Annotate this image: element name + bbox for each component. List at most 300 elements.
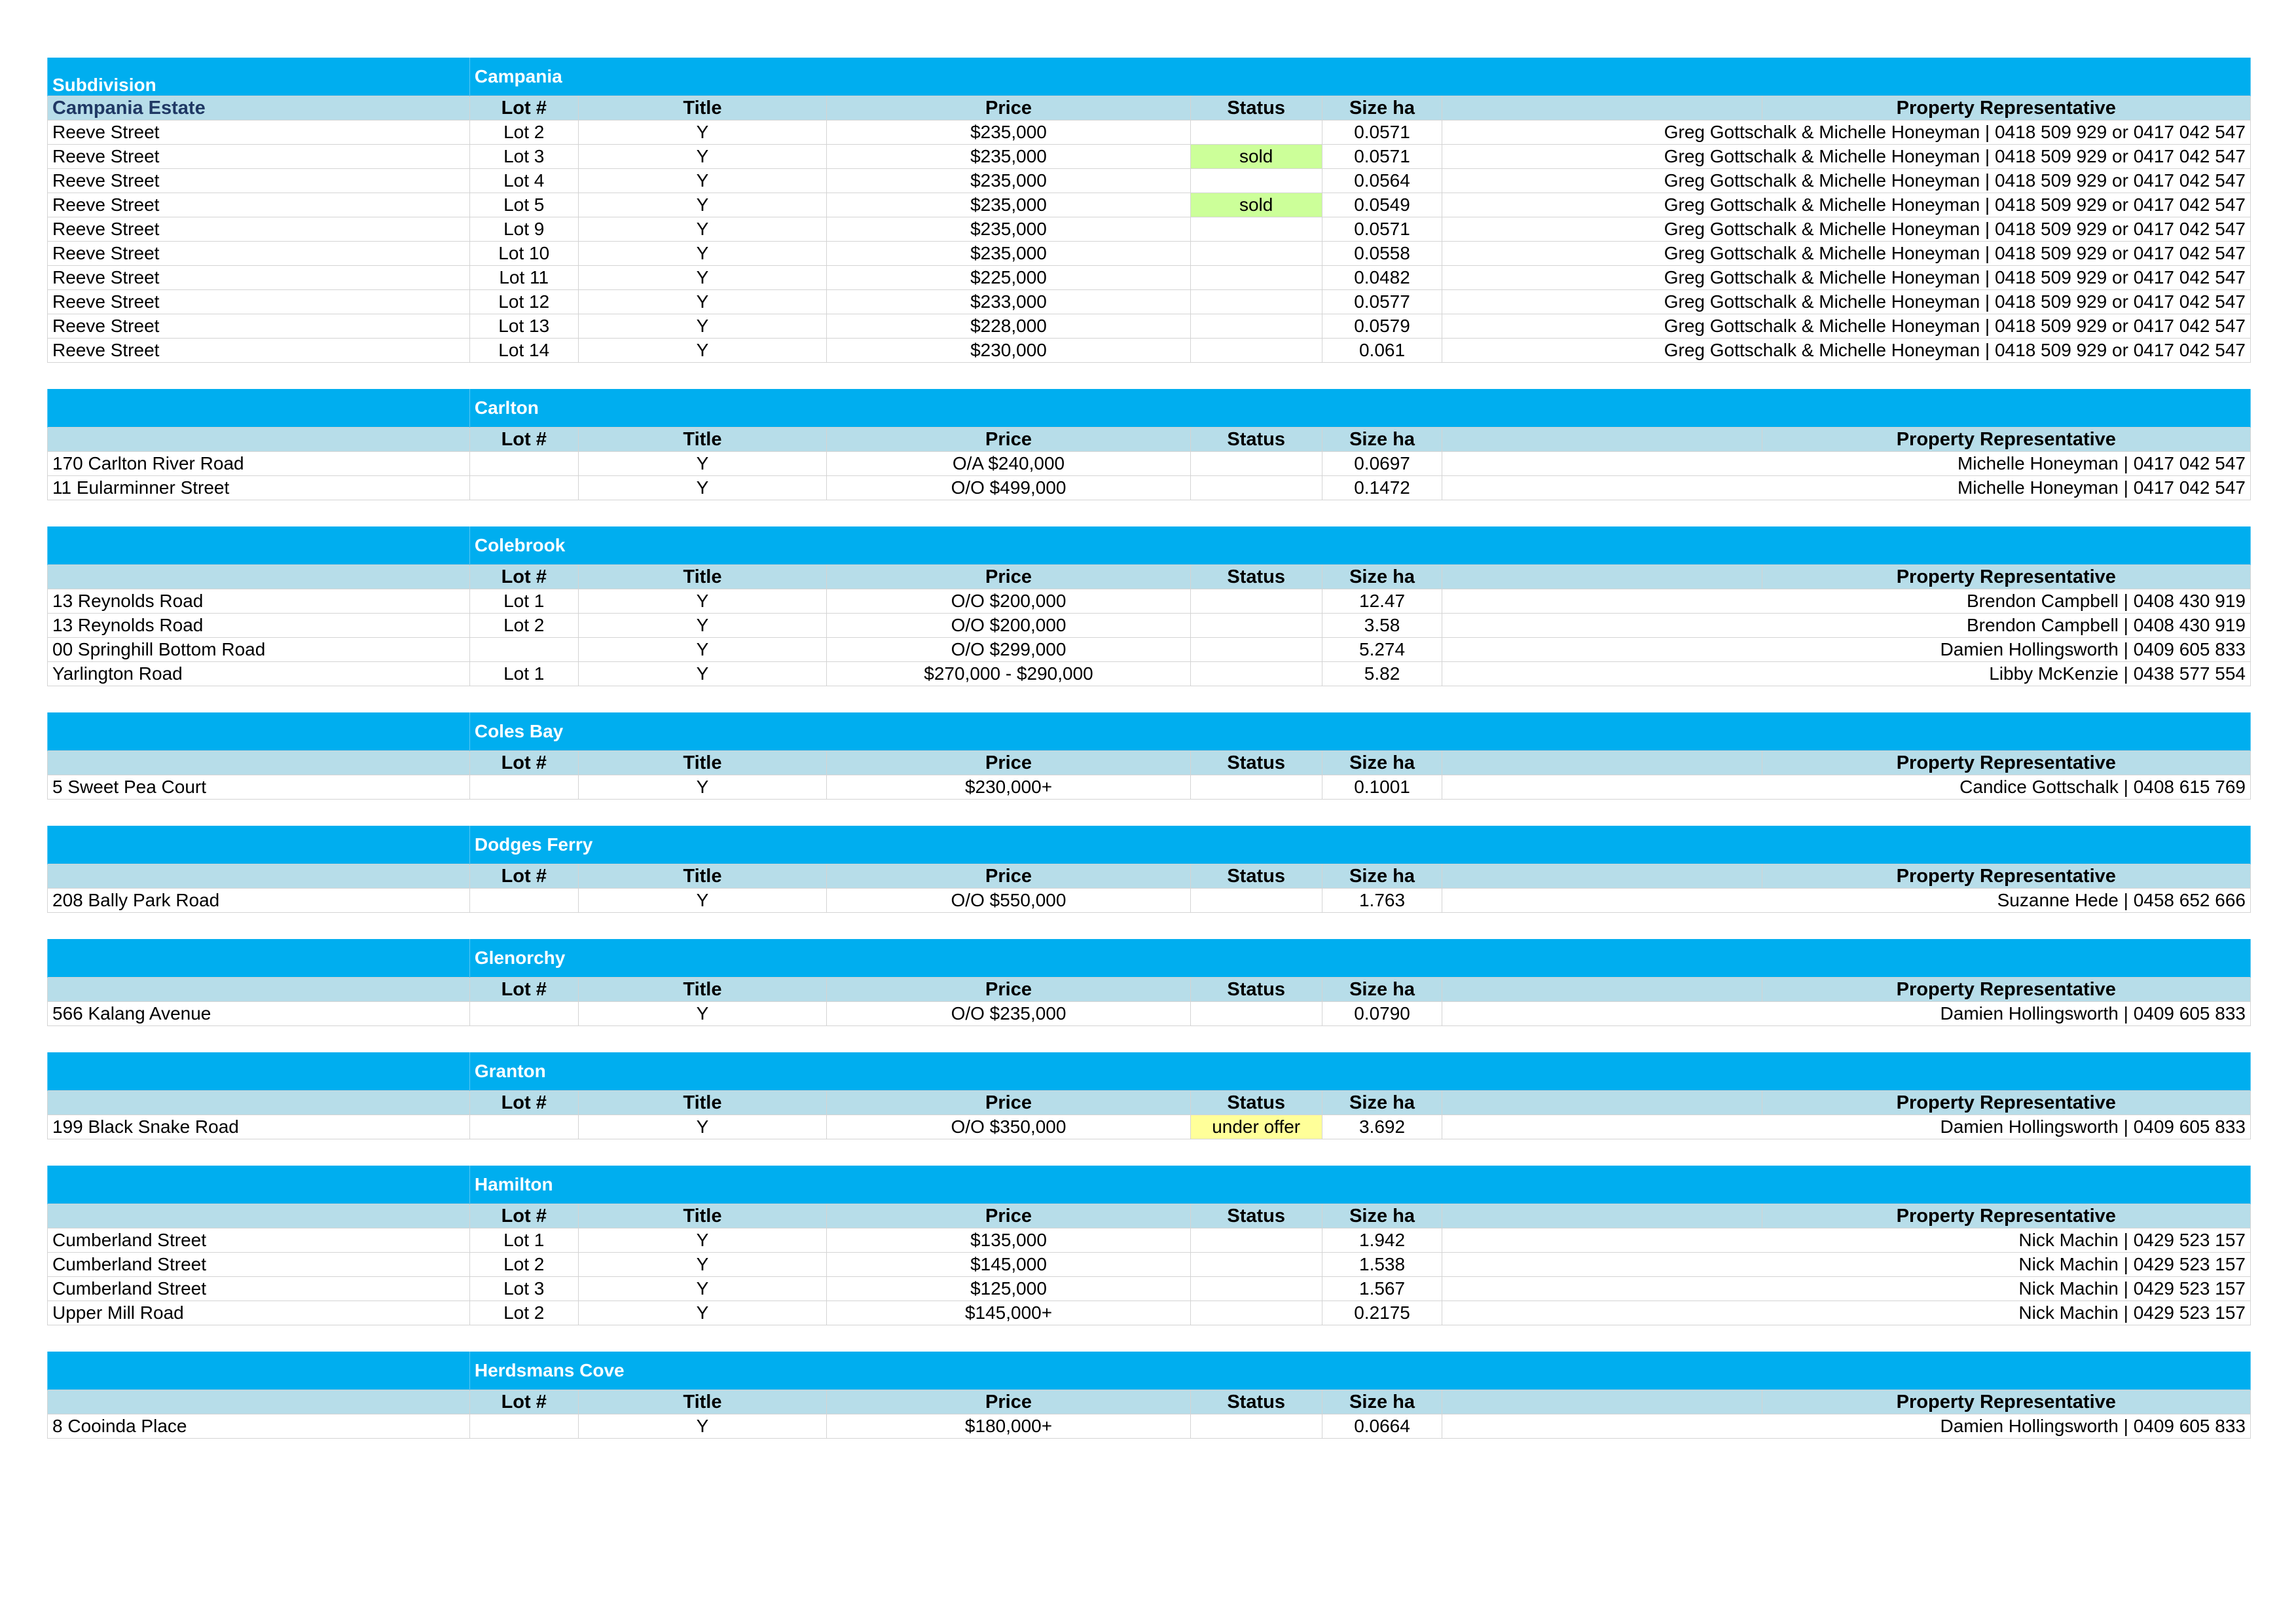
suburb-name: Herdsmans Cove — [469, 1352, 2250, 1390]
cell-price: $135,000 — [827, 1228, 1190, 1253]
cell-size: 0.1472 — [1322, 476, 1442, 500]
column-header-row — [48, 978, 2251, 1002]
table-row[interactable] — [48, 339, 2251, 363]
header-estate — [48, 428, 470, 452]
table-row[interactable] — [48, 120, 2251, 145]
cell-representative: Michelle Honeyman | 0417 042 547 — [1442, 476, 2251, 500]
cell-lot: Lot 2 — [469, 614, 578, 638]
header-status: Status — [1190, 565, 1322, 589]
table-row[interactable] — [48, 662, 2251, 686]
cell-address: Reeve Street — [48, 339, 470, 363]
table-row[interactable] — [48, 476, 2251, 500]
cell-title: Y — [578, 145, 827, 169]
column-header-row — [48, 428, 2251, 452]
subdivision-label — [48, 712, 470, 751]
section-banner — [48, 1166, 2251, 1204]
header-blank — [1442, 1390, 1762, 1414]
header-blank — [1442, 428, 1762, 452]
cell-lot: Lot 2 — [469, 1301, 578, 1325]
header-rep: Property Representative — [1762, 751, 2250, 775]
column-header-row — [48, 96, 2251, 120]
table-row[interactable] — [48, 266, 2251, 290]
column-header-row — [48, 1091, 2251, 1115]
cell-lot: Lot 11 — [469, 266, 578, 290]
cell-size: 1.942 — [1322, 1228, 1442, 1253]
cell-status — [1190, 266, 1322, 290]
column-header-row — [48, 1204, 2251, 1228]
table-row[interactable] — [48, 242, 2251, 266]
cell-address: Reeve Street — [48, 169, 470, 193]
cell-address: 199 Black Snake Road — [48, 1115, 470, 1139]
header-size: Size ha — [1322, 96, 1442, 120]
header-title: Title — [578, 1204, 827, 1228]
cell-title: Y — [578, 889, 827, 913]
header-status: Status — [1190, 751, 1322, 775]
cell-representative: Greg Gottschalk & Michelle Honeyman | 0418 509 929 or 0417 042 547 — [1442, 217, 2251, 242]
header-size: Size ha — [1322, 565, 1442, 589]
header-status: Status — [1190, 96, 1322, 120]
header-price: Price — [827, 1091, 1190, 1115]
cell-address: Upper Mill Road — [48, 1301, 470, 1325]
header-blank — [1442, 751, 1762, 775]
section-banner — [48, 712, 2251, 751]
cell-title: Y — [578, 1002, 827, 1026]
cell-size: 1.763 — [1322, 889, 1442, 913]
table-row[interactable] — [48, 1277, 2251, 1301]
header-lot: Lot # — [469, 751, 578, 775]
cell-lot: Lot 5 — [469, 193, 578, 217]
header-estate — [48, 751, 470, 775]
cell-representative: Nick Machin | 0429 523 157 — [1442, 1253, 2251, 1277]
header-size: Size ha — [1322, 751, 1442, 775]
cell-price: $233,000 — [827, 290, 1190, 314]
table-row[interactable] — [48, 775, 2251, 800]
table-row[interactable] — [48, 1253, 2251, 1277]
cell-size: 0.1001 — [1322, 775, 1442, 800]
cell-address: 13 Reynolds Road — [48, 589, 470, 614]
cell-price: O/O $499,000 — [827, 476, 1190, 500]
header-size: Size ha — [1322, 864, 1442, 889]
cell-status — [1190, 889, 1322, 913]
cell-address: Reeve Street — [48, 193, 470, 217]
header-blank — [1442, 1204, 1762, 1228]
table-row[interactable] — [48, 1115, 2251, 1139]
header-rep: Property Representative — [1762, 1091, 2250, 1115]
table-row[interactable] — [48, 638, 2251, 662]
header-lot: Lot # — [469, 864, 578, 889]
cell-address: Reeve Street — [48, 266, 470, 290]
subdivision-label — [48, 1052, 470, 1091]
cell-lot — [469, 775, 578, 800]
cell-status: sold — [1190, 193, 1322, 217]
header-title: Title — [578, 1091, 827, 1115]
cell-title: Y — [578, 1414, 827, 1439]
cell-price: $180,000+ — [827, 1414, 1190, 1439]
cell-address: Reeve Street — [48, 290, 470, 314]
cell-lot: Lot 1 — [469, 589, 578, 614]
suburb-name: Dodges Ferry — [469, 826, 2250, 864]
cell-status — [1190, 1414, 1322, 1439]
cell-lot — [469, 476, 578, 500]
header-status: Status — [1190, 1390, 1322, 1414]
cell-lot — [469, 1414, 578, 1439]
cell-price: O/O $235,000 — [827, 1002, 1190, 1026]
cell-representative: Greg Gottschalk & Michelle Honeyman | 0418 509 929 or 0417 042 547 — [1442, 314, 2251, 339]
table-row[interactable] — [48, 1301, 2251, 1325]
cell-representative: Greg Gottschalk & Michelle Honeyman | 0418 509 929 or 0417 042 547 — [1442, 120, 2251, 145]
cell-address: Cumberland Street — [48, 1253, 470, 1277]
cell-lot: Lot 2 — [469, 1253, 578, 1277]
header-size: Size ha — [1322, 978, 1442, 1002]
cell-size: 0.2175 — [1322, 1301, 1442, 1325]
cell-address: Yarlington Road — [48, 662, 470, 686]
cell-representative: Damien Hollingsworth | 0409 605 833 — [1442, 1002, 2251, 1026]
header-title: Title — [578, 864, 827, 889]
cell-title: Y — [578, 452, 827, 476]
header-title: Title — [578, 428, 827, 452]
subdivision-label — [48, 826, 470, 864]
cell-title: Y — [578, 242, 827, 266]
header-price: Price — [827, 751, 1190, 775]
cell-representative: Damien Hollingsworth | 0409 605 833 — [1442, 1414, 2251, 1439]
cell-address: 13 Reynolds Road — [48, 614, 470, 638]
cell-status — [1190, 120, 1322, 145]
cell-lot — [469, 638, 578, 662]
cell-representative: Nick Machin | 0429 523 157 — [1442, 1301, 2251, 1325]
cell-status — [1190, 638, 1322, 662]
suburb-name: Hamilton — [469, 1166, 2250, 1204]
cell-price: $145,000+ — [827, 1301, 1190, 1325]
cell-price: O/O $200,000 — [827, 589, 1190, 614]
header-estate — [48, 1390, 470, 1414]
column-header-row — [48, 751, 2251, 775]
cell-title: Y — [578, 476, 827, 500]
cell-status — [1190, 314, 1322, 339]
header-price: Price — [827, 1390, 1190, 1414]
cell-price: $145,000 — [827, 1253, 1190, 1277]
cell-size: 1.538 — [1322, 1253, 1442, 1277]
cell-price: $235,000 — [827, 169, 1190, 193]
cell-size: 0.0571 — [1322, 120, 1442, 145]
subdivision-label: Subdivision — [48, 58, 470, 96]
cell-status — [1190, 452, 1322, 476]
suburb-name: Carlton — [469, 389, 2250, 428]
cell-status — [1190, 476, 1322, 500]
header-lot: Lot # — [469, 428, 578, 452]
header-title: Title — [578, 565, 827, 589]
cell-lot: Lot 12 — [469, 290, 578, 314]
cell-lot: Lot 13 — [469, 314, 578, 339]
cell-price: $235,000 — [827, 242, 1190, 266]
section-campania — [47, 58, 2251, 363]
cell-representative: Damien Hollingsworth | 0409 605 833 — [1442, 638, 2251, 662]
cell-price: $270,000 - $290,000 — [827, 662, 1190, 686]
section-banner — [48, 1052, 2251, 1091]
column-header-row — [48, 864, 2251, 889]
header-price: Price — [827, 864, 1190, 889]
cell-representative: Greg Gottschalk & Michelle Honeyman | 0418 509 929 or 0417 042 547 — [1442, 193, 2251, 217]
cell-status — [1190, 1253, 1322, 1277]
header-rep: Property Representative — [1762, 978, 2250, 1002]
cell-price: $235,000 — [827, 120, 1190, 145]
section-dodges-ferry — [47, 826, 2251, 913]
table-row[interactable] — [48, 217, 2251, 242]
header-rep: Property Representative — [1762, 1390, 2250, 1414]
column-header-row — [48, 1390, 2251, 1414]
header-title: Title — [578, 96, 827, 120]
header-blank — [1442, 978, 1762, 1002]
listings-sheet — [47, 58, 2251, 1465]
cell-address: 170 Carlton River Road — [48, 452, 470, 476]
cell-title: Y — [578, 1253, 827, 1277]
cell-address: Reeve Street — [48, 242, 470, 266]
cell-size: 5.82 — [1322, 662, 1442, 686]
cell-lot — [469, 889, 578, 913]
subdivision-label — [48, 1352, 470, 1390]
cell-size: 0.0579 — [1322, 314, 1442, 339]
header-status: Status — [1190, 428, 1322, 452]
header-lot: Lot # — [469, 1390, 578, 1414]
cell-title: Y — [578, 314, 827, 339]
cell-title: Y — [578, 1115, 827, 1139]
header-rep: Property Representative — [1762, 565, 2250, 589]
cell-status — [1190, 217, 1322, 242]
cell-title: Y — [578, 120, 827, 145]
table-row[interactable] — [48, 193, 2251, 217]
subdivision-label — [48, 526, 470, 565]
cell-address: Reeve Street — [48, 217, 470, 242]
cell-price: $225,000 — [827, 266, 1190, 290]
cell-status — [1190, 1301, 1322, 1325]
cell-address: Cumberland Street — [48, 1228, 470, 1253]
cell-price: $230,000+ — [827, 775, 1190, 800]
cell-title: Y — [578, 589, 827, 614]
header-status: Status — [1190, 864, 1322, 889]
cell-size: 0.0664 — [1322, 1414, 1442, 1439]
cell-size: 1.567 — [1322, 1277, 1442, 1301]
cell-representative: Greg Gottschalk & Michelle Honeyman | 0418 509 929 or 0417 042 547 — [1442, 290, 2251, 314]
table-row[interactable] — [48, 614, 2251, 638]
cell-lot — [469, 1115, 578, 1139]
cell-price: O/O $200,000 — [827, 614, 1190, 638]
cell-price: $235,000 — [827, 145, 1190, 169]
header-size: Size ha — [1322, 1390, 1442, 1414]
table-row[interactable] — [48, 1002, 2251, 1026]
header-estate — [48, 1204, 470, 1228]
cell-status — [1190, 662, 1322, 686]
cell-title: Y — [578, 614, 827, 638]
cell-title: Y — [578, 1301, 827, 1325]
cell-price: $235,000 — [827, 217, 1190, 242]
table-row[interactable] — [48, 889, 2251, 913]
header-size: Size ha — [1322, 1204, 1442, 1228]
section-hamilton — [47, 1166, 2251, 1325]
cell-size: 12.47 — [1322, 589, 1442, 614]
header-price: Price — [827, 565, 1190, 589]
cell-title: Y — [578, 775, 827, 800]
table-row[interactable] — [48, 1414, 2251, 1439]
cell-title: Y — [578, 1277, 827, 1301]
header-lot: Lot # — [469, 565, 578, 589]
cell-representative: Brendon Campbell | 0408 430 919 — [1442, 589, 2251, 614]
cell-price: $230,000 — [827, 339, 1190, 363]
cell-size: 0.0482 — [1322, 266, 1442, 290]
cell-size: 5.274 — [1322, 638, 1442, 662]
cell-lot: Lot 4 — [469, 169, 578, 193]
cell-size: 3.692 — [1322, 1115, 1442, 1139]
header-lot: Lot # — [469, 1091, 578, 1115]
cell-size: 0.0697 — [1322, 452, 1442, 476]
cell-address: Reeve Street — [48, 145, 470, 169]
cell-size: 0.0571 — [1322, 217, 1442, 242]
header-title: Title — [578, 1390, 827, 1414]
cell-representative: Greg Gottschalk & Michelle Honeyman | 0418 509 929 or 0417 042 547 — [1442, 266, 2251, 290]
header-status: Status — [1190, 1204, 1322, 1228]
cell-status: under offer — [1190, 1115, 1322, 1139]
cell-representative: Brendon Campbell | 0408 430 919 — [1442, 614, 2251, 638]
table-row[interactable] — [48, 290, 2251, 314]
header-status: Status — [1190, 978, 1322, 1002]
cell-status — [1190, 242, 1322, 266]
cell-representative: Nick Machin | 0429 523 157 — [1442, 1277, 2251, 1301]
cell-address: Cumberland Street — [48, 1277, 470, 1301]
cell-size: 0.0577 — [1322, 290, 1442, 314]
section-banner — [48, 939, 2251, 978]
cell-address: 00 Springhill Bottom Road — [48, 638, 470, 662]
cell-price: O/O $550,000 — [827, 889, 1190, 913]
table-row[interactable] — [48, 452, 2251, 476]
header-rep: Property Representative — [1762, 96, 2250, 120]
header-blank — [1442, 565, 1762, 589]
cell-address: 11 Eularminner Street — [48, 476, 470, 500]
cell-status — [1190, 775, 1322, 800]
cell-representative: Greg Gottschalk & Michelle Honeyman | 0418 509 929 or 0417 042 547 — [1442, 169, 2251, 193]
cell-title: Y — [578, 1228, 827, 1253]
cell-title: Y — [578, 290, 827, 314]
table-row[interactable] — [48, 145, 2251, 169]
table-row[interactable] — [48, 314, 2251, 339]
cell-size: 0.0571 — [1322, 145, 1442, 169]
section-coles-bay — [47, 712, 2251, 800]
cell-size: 0.0790 — [1322, 1002, 1442, 1026]
cell-status: sold — [1190, 145, 1322, 169]
header-estate — [48, 1091, 470, 1115]
cell-representative: Greg Gottschalk & Michelle Honeyman | 0418 509 929 or 0417 042 547 — [1442, 145, 2251, 169]
cell-price: O/O $350,000 — [827, 1115, 1190, 1139]
section-colebrook — [47, 526, 2251, 686]
section-banner — [48, 826, 2251, 864]
cell-address: 208 Bally Park Road — [48, 889, 470, 913]
header-status: Status — [1190, 1091, 1322, 1115]
cell-status — [1190, 339, 1322, 363]
cell-price: O/O $299,000 — [827, 638, 1190, 662]
cell-size: 3.58 — [1322, 614, 1442, 638]
section-banner — [48, 389, 2251, 428]
cell-lot — [469, 452, 578, 476]
cell-representative: Michelle Honeyman | 0417 042 547 — [1442, 452, 2251, 476]
cell-address: 8 Cooinda Place — [48, 1414, 470, 1439]
cell-lot: Lot 10 — [469, 242, 578, 266]
cell-title: Y — [578, 217, 827, 242]
header-blank — [1442, 864, 1762, 889]
header-lot: Lot # — [469, 96, 578, 120]
header-price: Price — [827, 96, 1190, 120]
section-banner — [48, 1352, 2251, 1390]
cell-size: 0.061 — [1322, 339, 1442, 363]
subdivision-label — [48, 389, 470, 428]
header-title: Title — [578, 751, 827, 775]
cell-size: 0.0558 — [1322, 242, 1442, 266]
cell-status — [1190, 1277, 1322, 1301]
cell-address: Reeve Street — [48, 120, 470, 145]
cell-title: Y — [578, 662, 827, 686]
suburb-name: Granton — [469, 1052, 2250, 1091]
header-size: Size ha — [1322, 428, 1442, 452]
cell-status — [1190, 169, 1322, 193]
suburb-name: Colebrook — [469, 526, 2250, 565]
suburb-name: Glenorchy — [469, 939, 2250, 978]
header-blank — [1442, 96, 1762, 120]
cell-size: 0.0549 — [1322, 193, 1442, 217]
cell-status — [1190, 290, 1322, 314]
cell-address: Reeve Street — [48, 314, 470, 339]
suburb-name: Coles Bay — [469, 712, 2250, 751]
cell-status — [1190, 1002, 1322, 1026]
cell-representative: Damien Hollingsworth | 0409 605 833 — [1442, 1115, 2251, 1139]
header-size: Size ha — [1322, 1091, 1442, 1115]
header-rep: Property Representative — [1762, 428, 2250, 452]
cell-price: O/A $240,000 — [827, 452, 1190, 476]
cell-title: Y — [578, 169, 827, 193]
cell-representative: Greg Gottschalk & Michelle Honeyman | 0418 509 929 or 0417 042 547 — [1442, 242, 2251, 266]
header-lot: Lot # — [469, 1204, 578, 1228]
section-banner — [48, 58, 2251, 96]
header-blank — [1442, 1091, 1762, 1115]
cell-representative: Candice Gottschalk | 0408 615 769 — [1442, 775, 2251, 800]
header-price: Price — [827, 1204, 1190, 1228]
cell-price: $235,000 — [827, 193, 1190, 217]
cell-lot: Lot 1 — [469, 662, 578, 686]
section-banner — [48, 526, 2251, 565]
cell-price: $228,000 — [827, 314, 1190, 339]
table-row[interactable] — [48, 589, 2251, 614]
header-estate — [48, 978, 470, 1002]
subdivision-label — [48, 939, 470, 978]
cell-lot: Lot 14 — [469, 339, 578, 363]
cell-title: Y — [578, 266, 827, 290]
section-carlton — [47, 389, 2251, 500]
cell-lot — [469, 1002, 578, 1026]
cell-size: 0.0564 — [1322, 169, 1442, 193]
subdivision-label — [48, 1166, 470, 1204]
cell-lot: Lot 1 — [469, 1228, 578, 1253]
table-row[interactable] — [48, 1228, 2251, 1253]
cell-lot: Lot 3 — [469, 1277, 578, 1301]
cell-status — [1190, 589, 1322, 614]
table-row[interactable] — [48, 169, 2251, 193]
header-rep: Property Representative — [1762, 864, 2250, 889]
cell-lot: Lot 2 — [469, 120, 578, 145]
cell-lot: Lot 3 — [469, 145, 578, 169]
section-granton — [47, 1052, 2251, 1139]
cell-representative: Suzanne Hede | 0458 652 666 — [1442, 889, 2251, 913]
cell-address: 5 Sweet Pea Court — [48, 775, 470, 800]
cell-address: 566 Kalang Avenue — [48, 1002, 470, 1026]
header-estate — [48, 864, 470, 889]
header-lot: Lot # — [469, 978, 578, 1002]
cell-status — [1190, 1228, 1322, 1253]
section-herdsmans-cove — [47, 1352, 2251, 1439]
